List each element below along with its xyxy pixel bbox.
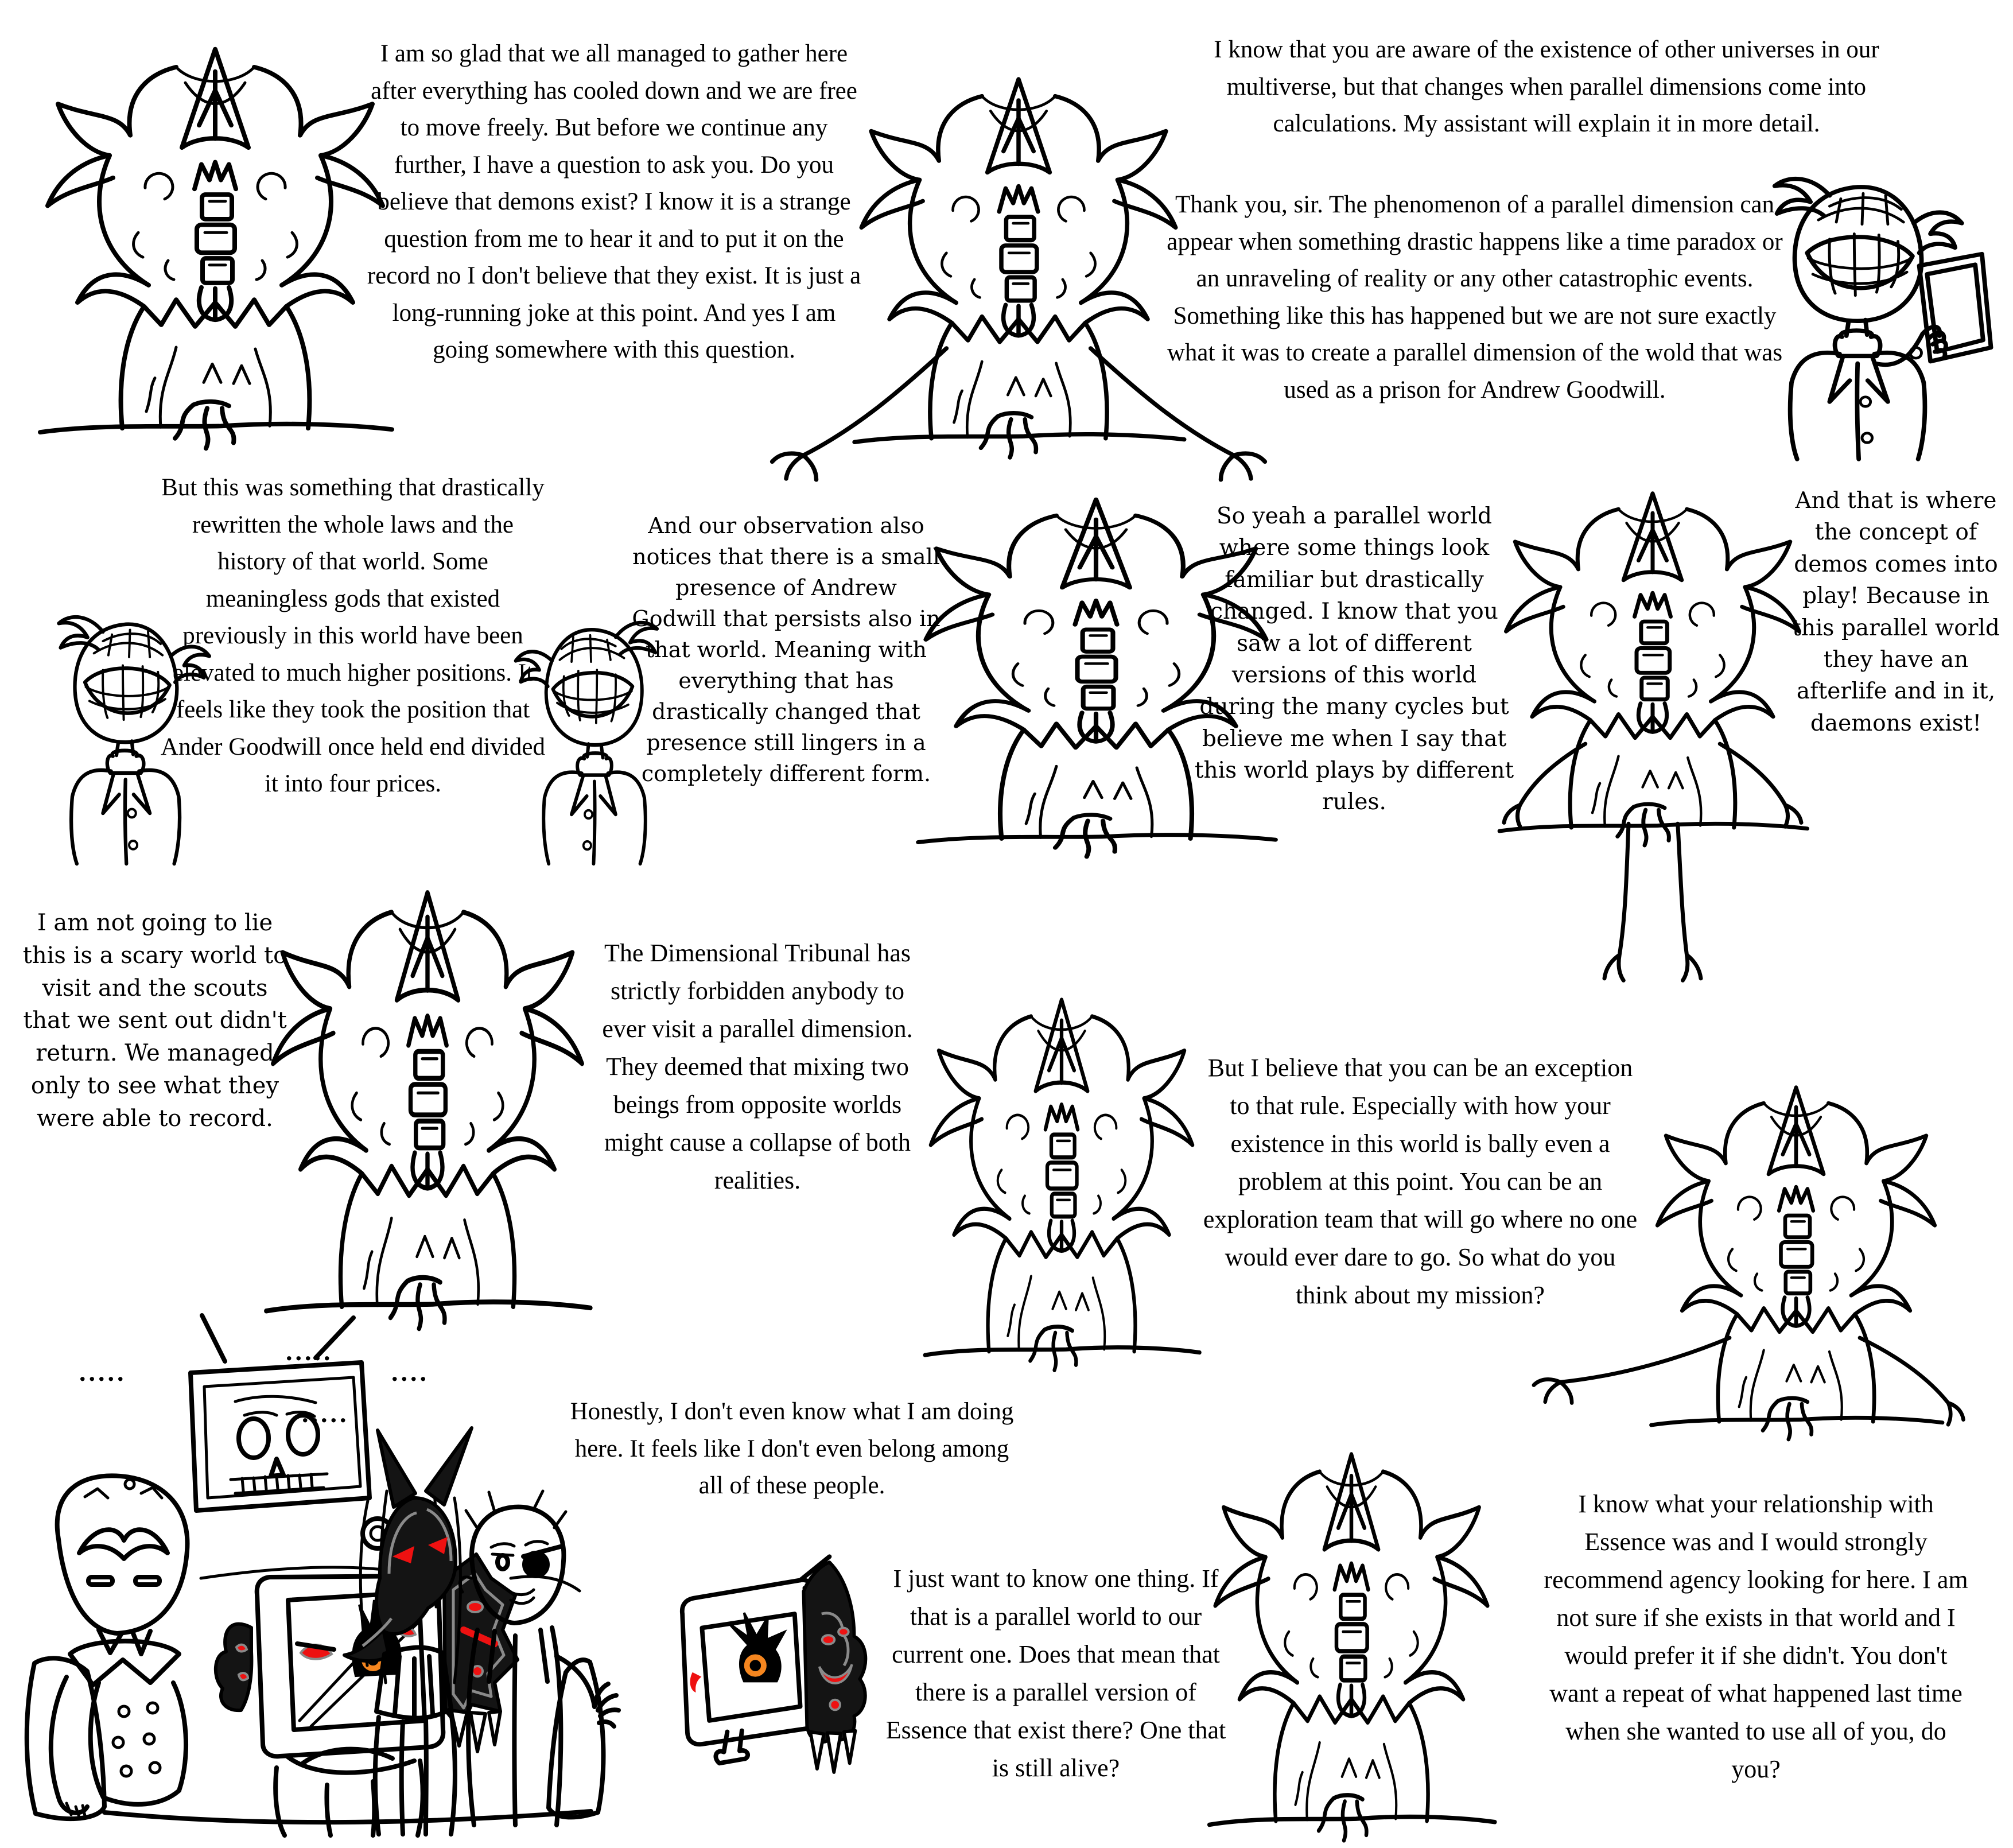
speech-demon-exception: But I believe that you can be an exception to that rule. Especially with how your existence in this world is bally even a problem at this point. You can be an exploration team that will go where no one would ever dare to go. So what do you think about my mission? — [1203, 1054, 1638, 1309]
collar — [70, 1641, 179, 1686]
wing-ear-left — [216, 1624, 252, 1711]
demon-king-bottom-right — [1644, 1062, 1948, 1446]
speech-essence-warning: I know what your relationship with Essence was and I would strongly recommend agency looking for here. I am not sure if she exists in that world and I would prefer it if she didn't. You don't want a repeat of what happened last time when she wanted to use all of you, do you? — [1544, 1490, 1968, 1783]
speech-demon-intro: I am so glad that we all managed to gather here after everything has cooled down and we are free to move freely. But before we continue any further, I have a question to ask you. Do you believe that demons exist? I know it is a strange question from me to hear it and to put it on the record no I don't believe that they exist. It is just a long-running joke at this point. And yes I am going somewhere with this question. — [367, 40, 861, 363]
dangling-legs — [1604, 824, 1701, 980]
demon-king-top-left — [32, 20, 399, 456]
speech-parallel-essence: I just want to know one thing. If that is a parallel world to our current one. Does that mean that there is a parallel version of Essence that exist there? One that is still alive? — [885, 1564, 1226, 1782]
ellipsis-murmur: ..... — [79, 1357, 127, 1387]
figure-horned-mask — [51, 1476, 188, 1817]
wing-fangs — [451, 1710, 500, 1752]
ellipsis-murmur: ..... — [286, 1337, 333, 1366]
speech-honestly-dont-belong: Honestly, I don't even know what I am doing here. It feels like I don't even belong among all of these people. — [570, 1398, 1014, 1499]
mask-eye-slit — [88, 1577, 112, 1585]
arm-right — [1720, 744, 1801, 826]
demon-king-mid-right-sitting — [1492, 468, 1813, 852]
arm — [51, 1677, 87, 1813]
wing-red-eye — [822, 1635, 835, 1644]
speech-demon-tribunal: The Dimensional Tribunal has strictly forbidden anybody to ever visit a parallel dimension. They deemed that mixing two beings from opposite worlds might cause a collapse of both realities. — [602, 939, 913, 1194]
skull-eye — [239, 1419, 269, 1458]
screen-red-flick — [690, 1672, 702, 1692]
sloth-eye — [498, 1555, 508, 1569]
reaching-arm-left — [1534, 1338, 1730, 1403]
wing-red-eye — [838, 1628, 849, 1636]
demon-king-bottom-center — [1202, 1426, 1501, 1848]
demon-king-left-mid — [258, 861, 597, 1337]
demon-king-center-lower — [918, 973, 1205, 1377]
wing-red-eye — [468, 1602, 483, 1612]
ellipsis-murmur: .... — [391, 1357, 429, 1387]
speech-assistant-explains: Thank you, sir. The phenomenon of a parallel dimension can appear when something drastic happens like a time paradox or an unraveling of reality or any other catastrophic events. Something like this has happened but we are not sure exactly what it was to create a parallel dimension of the wold that was used as a prison for Andrew Goodwill. — [1167, 191, 1783, 403]
wing-fangs — [810, 1731, 855, 1772]
sloth-head — [472, 1507, 564, 1623]
speech-demon-scary-world: I am not going to lie this is a scary world to visit and the scouts that we sent out didn't return. We managed only to see what they were able to record. — [22, 910, 287, 1132]
speech-demon-multiverse: I know that you are aware of the existence of other universes in our multiverse, but that changes when parallel dimensions come into calculations. My assistant will explain it in more detail. — [1214, 36, 1879, 137]
demon-king-top-center — [846, 52, 1191, 465]
speech-assistant-observation: And our observation also notices that there is a small presence of Andrew Godwill that persists also in that world. Meaning with everything that has drastically changed that presence still lingers in a completely different form. — [632, 513, 941, 786]
ellipsis-murmur: ..... — [302, 1399, 349, 1428]
clipboard — [1875, 254, 1991, 365]
jackal-ears — [378, 1428, 472, 1507]
speech-demon-parallel-world: So yeah a parallel world where some things look familiar but drastically changed. I know that you saw a lot of different versions of this world during the many cycles but believe me when I say that this world plays by different rules. — [1194, 503, 1514, 816]
council-couch-group — [17, 1309, 614, 1837]
mask-eye-slit — [135, 1577, 160, 1585]
mask-brows — [79, 1529, 168, 1559]
tv-stand — [716, 1731, 748, 1764]
arm-left — [1504, 744, 1585, 826]
wing-ear — [803, 1562, 865, 1772]
skull-nose — [271, 1459, 283, 1476]
raised-hand — [557, 1656, 619, 1726]
speech-assistant-rewritten: But this was something that drastically rewritten the whole laws and the history of that world. Some meaningless gods that existed previously in this world have been elevated to much higher positions. It feels like they took the position that Ander Goodwill once held end divided it into four prices. — [161, 474, 545, 797]
speech-demon-daemons-exist: And that is where the concept of demos comes into play! Because in this parallel world they have an afterlife and in it, daemons exist! — [1792, 488, 2000, 736]
